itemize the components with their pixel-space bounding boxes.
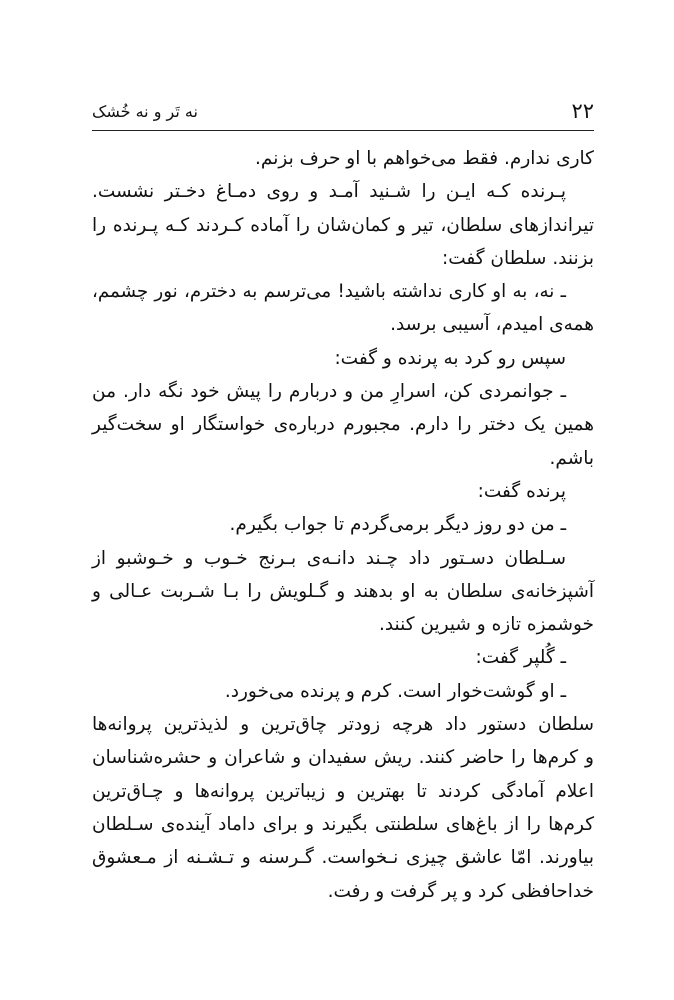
text-line: سـلطان دسـتور داد چـند دانـه‌ی بـرنج خـوب و خـوشبو از xyxy=(92,547,566,569)
text-line: کرم‌ها را از باغ‌های سلطنتی بگیرند و برای داماد آینده‌ی سـلطان xyxy=(92,813,594,835)
page-number: ۲۲ xyxy=(571,99,594,123)
text-line: سلطان دستور داد هرچه زودتر چاق‌ترین و لذیذترین پروانه‌ها xyxy=(92,714,594,736)
text-line: همین یک دختر را دارم. مجبورم درباره‌ی خواستگار او سخت‌گیر xyxy=(92,414,594,436)
page-header xyxy=(92,96,594,130)
text-line: همه‌ی امیدم، آسیبی برسد. xyxy=(390,314,594,336)
text-line: پرنده گفت: xyxy=(477,480,566,502)
text-line: ـ نه، به او کاری نداشته باشید! می‌ترسم به دخترم، نور چشمم، xyxy=(92,281,566,303)
text-line: بیاورند. امّا عاشق چیزی نـخواست. گـرسنه و تـشـنه از مـعشوق xyxy=(92,847,594,869)
text-line: کاری ندارم. فقط می‌خواهم با او حرف بزنم. xyxy=(255,148,594,169)
text-line: ـ جوانمردی کن، اسرارِ من و دربارم را پیش خود نگه دار. من xyxy=(92,381,566,403)
text-line: ـ گُلپر گفت: xyxy=(475,647,566,669)
text-line: سپس رو کرد به پرنده و گفت: xyxy=(334,347,566,369)
text-line: باشم. xyxy=(549,447,594,469)
running-title: نه تَر و نه خُشک xyxy=(92,102,198,121)
body-text xyxy=(92,142,594,908)
text-line: و کرم‌ها را حاضر کنند. ریش سفیدان و شاعران و حشره‌شناسان xyxy=(92,747,594,769)
text-line: پـرنده کـه ایـن را شـنید آمـد و روی دمـاغ دخـتر نشست. xyxy=(92,181,566,203)
text-line: ـ او گوشت‌خوار است. کرم و پرنده می‌خورد. xyxy=(224,680,566,702)
text-line: اعلام آمادگی کردند تا بهترین و زیباترین پروانه‌ها و چـاق‌ترین xyxy=(92,780,594,802)
header-rule xyxy=(92,130,594,131)
text-line: ـ من دو روز دیگر برمی‌گردم تا جواب بگیرم. xyxy=(229,514,566,536)
text-line: تیراندازهای سلطان، تیر و کمان‌شان را آماده کـردند کـه پـرنده را xyxy=(92,214,594,236)
text-line: آشپزخانه‌ی سلطان به او بدهند و گـلویش را بـا شـربت عـالی و xyxy=(92,580,594,602)
text-line: بزنند. سلطان گفت: xyxy=(441,247,594,269)
text-line: خوشمزه تازه و شیرین کنند. xyxy=(378,614,594,636)
text-line: خداحافظی کرد و پر گرفت و رفت. xyxy=(327,880,594,902)
